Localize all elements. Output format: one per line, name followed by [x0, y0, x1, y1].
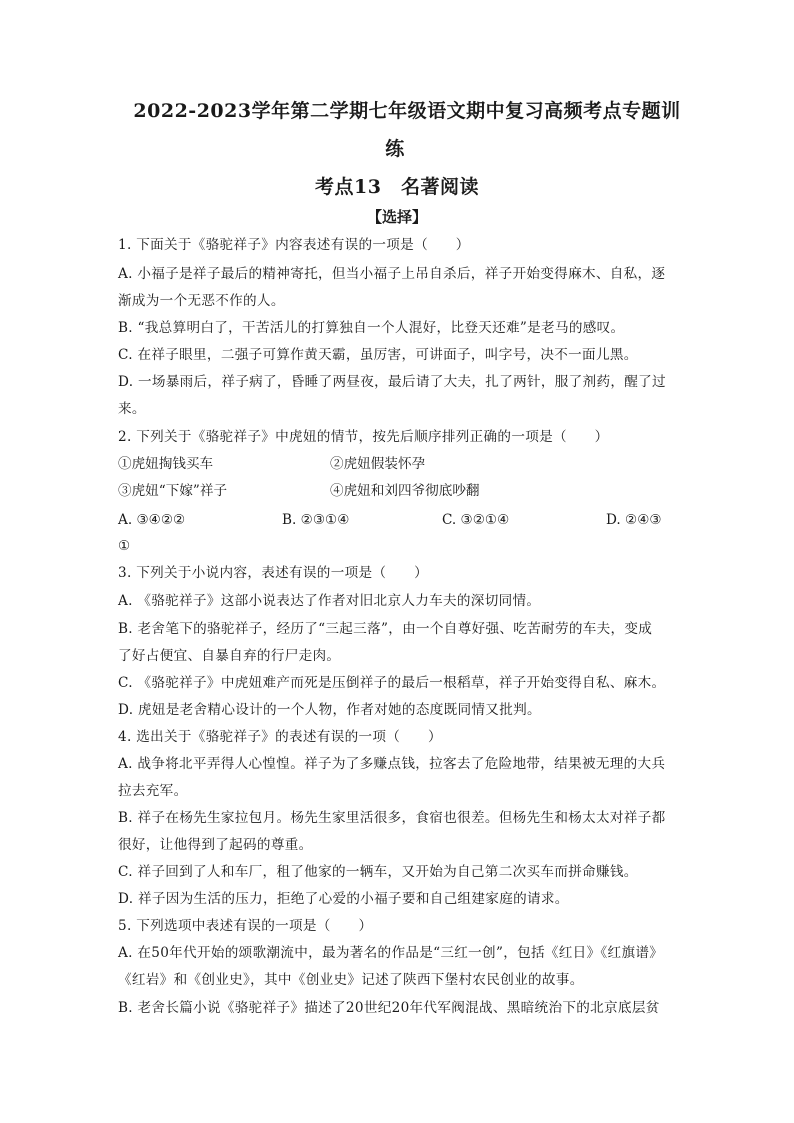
question-2-item: ③虎妞“下嫁”祥子: [118, 483, 228, 499]
question-4-line: B. 祥子在杨先生家拉包月。杨先生家里活很多，食宿也很差。但杨先生和杨太太对祥子都: [118, 810, 666, 826]
question-2-stem: 2. 下列关于《骆驼祥子》中虎妞的情节，按先后顺序排列正确的一项是（ ）: [118, 429, 609, 445]
question-1-line: C. 在祥子眼里，二强子可算作黄天霸，虽厉害，可讲面子，叫字号，决不一面儿黑。: [118, 347, 638, 363]
question-1-line: 渐成为一个无恶不作的人。: [118, 293, 285, 309]
section-heading: 【选择】: [366, 208, 427, 226]
question-2-option-b: B. ②③①④: [282, 512, 350, 528]
question-3-line: B. 老舍笔下的骆驼祥子，经历了“三起三落”，由一个自尊好强、吃苦耐劳的车夫，变成: [118, 621, 653, 637]
question-3-line: 了好占便宜、自暴自弃的行尸走肉。: [118, 648, 341, 664]
question-4-line: D. 祥子因为生活的压力，拒绝了心爱的小福子要和自己组建家庭的请求。: [118, 891, 569, 907]
question-2-option-d-tail: ①: [118, 538, 131, 554]
question-3-line: C. 《骆驼祥子》中虎妞难产而死是压倒祥子的最后一根稻草，祥子开始变得自私、麻木。: [118, 675, 666, 691]
question-2-option-a: A. ③④②②: [118, 512, 186, 528]
question-1-line: B. “我总算明白了，干苦活儿的打算独自一个人混好，比登天还难”是老马的感叹。: [118, 320, 625, 336]
question-5-line: 《红岩》和《创业史》，其中《创业史》记述了陕西下堡村农民创业的故事。: [118, 972, 584, 988]
question-2-item: ④虎妞和刘四爷彻底吵翻: [330, 483, 480, 499]
question-1-line: A. 小福子是祥子最后的精神寄托，但当小福子上吊自杀后，祥子开始变得麻木、自私，逐: [118, 266, 666, 282]
document-title-line-1: 2022-2023学年第二学期七年级语文期中复习高频考点专题训: [133, 100, 681, 122]
question-1-line: D. 一场暴雨后，祥子病了，昏睡了两昼夜，最后请了大夫，扎了两针，服了剂药，醒了过: [118, 374, 666, 390]
question-2-option-c: C. ③②①④: [442, 512, 510, 528]
question-5-line: A. 在50年代开始的颂歌潮流中，最为著名的作品是“三红一创”，包括《红日》《红旗谱》: [118, 945, 664, 961]
document-subtitle: 考点13 名著阅读: [315, 176, 479, 198]
question-4-line: 拉去充军。: [118, 783, 188, 799]
question-3-stem: 3. 下列关于小说内容，表述有误的一项是（ ）: [118, 565, 428, 581]
question-5-line: B. 老舍长篇小说《骆驼祥子》描述了20世纪20年代军阀混战、黑暗统治下的北京底层贫: [118, 1000, 660, 1016]
question-1-line: 来。: [118, 401, 146, 417]
question-2-item: ①虎妞掏钱买车: [118, 456, 214, 472]
question-3-line: D. 虎妞是老舍精心设计的一个人物，作者对她的态度既同情又批判。: [118, 702, 541, 718]
question-4-line: 很好，让他得到了起码的尊重。: [118, 837, 313, 853]
question-3-line: A. 《骆驼祥子》这部小说表达了作者对旧北京人力车夫的深切同情。: [118, 593, 541, 609]
question-1-stem: 1. 下面关于《骆驼祥子》内容表述有误的一项是（ ）: [118, 237, 470, 253]
question-2-item: ②虎妞假装怀孕: [330, 456, 426, 472]
question-4-stem: 4. 选出关于《骆驼祥子》的表述有误的一项（ ）: [118, 729, 442, 745]
document-title-line-2: 练: [385, 138, 405, 160]
question-5-stem: 5. 下列选项中表述有误的一项是（ ）: [118, 918, 373, 934]
question-4-line: C. 祥子回到了人和车厂，租了他家的一辆车，又开始为自己第二次买车而拼命赚钱。: [118, 864, 638, 880]
question-2-option-d: D. ②④③: [606, 512, 662, 528]
question-4-line: A. 战争将北平弄得人心惶惶。祥子为了多赚点钱，拉客去了危险地带，结果被无理的大兵: [118, 756, 666, 772]
